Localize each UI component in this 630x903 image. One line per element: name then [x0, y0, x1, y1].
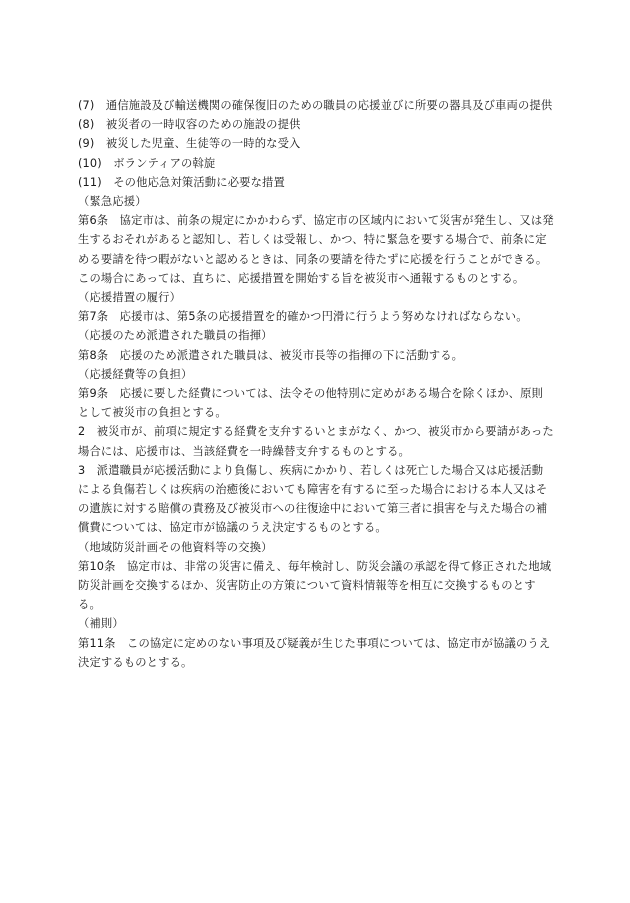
item-7: (7) 通信施設及び輸送機関の確保復旧のための職員の応援並びに所要の器具及び車両の提供	[78, 99, 553, 112]
article-11: 第11条 この協定に定めのない事項及び疑義が生じた事項については、協定市が協議のうえ決定するものとする。	[78, 636, 551, 669]
heading-staff-command: （応援のため派遣された職員の指揮）	[78, 329, 273, 343]
article-6: 第6条 協定市は、前条の規定にかかわらず、協定市の区域内において災害が発生し、又は発生するおそれがあると認知し、若しくは受報し、かつ、特に緊急を要する場合で、前条に定める要請を待つ暇がないと認めるときは、同条の要請を待たずに応援を行うことができる。 この場合にあっては、直ちに、応援措置を開始する旨を被災市へ通報するものとする。	[78, 214, 554, 285]
article-10: 第10条 協定市は、非常の災害に備え、毎年検討し、防災会議の承認を得て修正された地域防災計画を交換するほか、災害防止の方策について資料情報等を相互に交換するものとする。	[78, 559, 552, 612]
article-9-paragraph-2: 2 被災市が、前項に規定する経費を支弁するいとまがなく、かつ、被災市から要請があった場合には、応援市は、当該経費を一時繰替支弁するものとする。	[78, 425, 554, 458]
heading-plan-exchange: （地域防災計画その他資料等の交換）	[78, 540, 273, 554]
item-9: (9) 被災した児童、生徒等の一時的な受入	[78, 137, 301, 151]
article-9: 第9条 応援に要した経費については、法令その他特別に定めがある場合を除くほか、原則として被災市の負担とする。	[78, 387, 543, 420]
heading-emergency-support: （緊急応援）	[78, 195, 147, 209]
item-10: (10) ボランティアの斡旋	[78, 156, 216, 170]
heading-cost-burden: （応援経費等の負担）	[78, 367, 193, 381]
item-11: (11) その他応急対策活動に必要な措置	[78, 175, 285, 189]
heading-supplementary: （補則）	[78, 617, 124, 631]
document-body	[78, 96, 554, 672]
article-8: 第8条 応援のため派遣された職員は、被災市長等の指揮の下に活動する。	[78, 348, 464, 362]
heading-support-fulfillment: （応援措置の履行）	[78, 291, 182, 305]
item-8: (8) 被災者の一時収容のための施設の提供	[78, 118, 301, 132]
article-9-paragraph-3: 3 派遣職員が応援活動により負傷し、疾病にかかり、若しくは死亡した場合又は応援活動による負傷若しくは疾病の治癒後においても障害を有するに至った場合における本人又はその遺族に対する賠償の責務及び被災市への往復途中において第三者に損害を与えた場合の補償費については、協定市が協議のうえ決定するものとする。	[78, 463, 548, 535]
article-7: 第7条 応援市は、第5条の応援措置を的確かつ円滑に行うよう努めなければならない。	[78, 310, 528, 324]
